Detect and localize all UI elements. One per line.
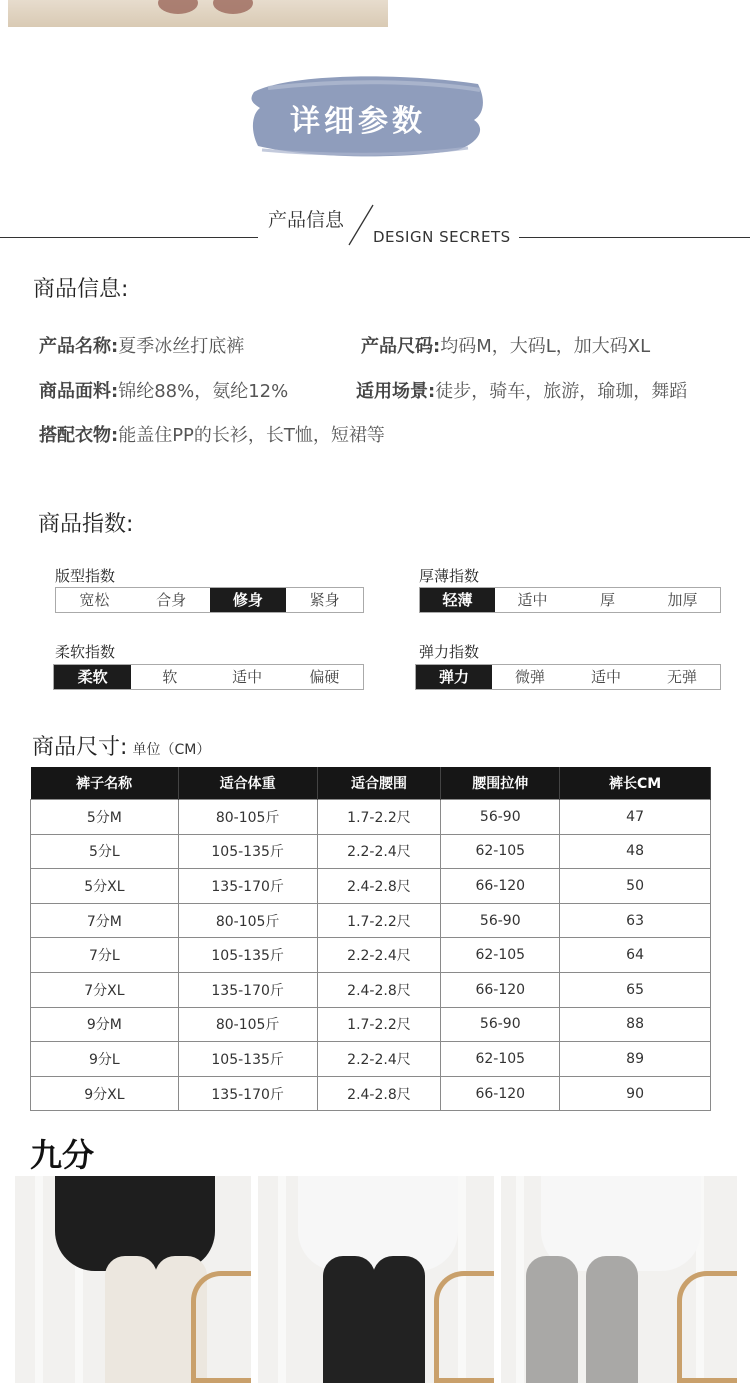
fit-option-selected: 修身 [210, 588, 287, 612]
table-cell: 2.2-2.4尺 [317, 938, 441, 973]
jiufen-title: 九分 [30, 1136, 95, 1174]
table-cell: 105-135斤 [178, 1042, 317, 1077]
table-row [31, 1042, 711, 1077]
table-cell: 7分L [31, 938, 179, 973]
table-cell: 105-135斤 [178, 938, 317, 973]
table-cell: 9分L [31, 1042, 179, 1077]
info-product-name [39, 332, 244, 358]
info-value: 徒步，骑车，旅游，瑜珈，舞蹈 [435, 381, 688, 402]
info-label: 产品名称: [39, 336, 119, 357]
thickness-option: 适中 [517, 591, 548, 609]
table-cell: 9分M [31, 1007, 179, 1042]
table-header-cell: 适合体重 [178, 767, 317, 800]
leg-image [373, 1256, 425, 1383]
table-row [31, 800, 711, 835]
shoe-image [158, 0, 198, 14]
table-cell: 56-90 [441, 800, 560, 835]
table-cell: 56-90 [441, 903, 560, 938]
fit-option: 宽松 [79, 591, 110, 609]
table-cell: 66-120 [441, 972, 560, 1007]
goods-info-title: 商品信息: [33, 277, 129, 302]
table-cell: 2.2-2.4尺 [317, 834, 441, 869]
thickness-option: 厚 [599, 591, 615, 609]
product-photo-white [15, 1176, 251, 1383]
fit-option: 合身 [156, 591, 187, 609]
shirt-image [298, 1176, 458, 1271]
table-cell: 7分M [31, 903, 179, 938]
softness-option: 适中 [232, 668, 263, 686]
chair-image [434, 1271, 494, 1383]
fit-index-label: 版型指数 [55, 567, 116, 585]
table-cell: 80-105斤 [178, 903, 317, 938]
size-title: 商品尺寸: [32, 735, 128, 760]
leg-image [323, 1256, 375, 1383]
elasticity-option: 微弹 [514, 668, 545, 686]
table-cell: 1.7-2.2尺 [317, 903, 441, 938]
fit-option: 紧身 [309, 591, 340, 609]
chair-image [677, 1271, 737, 1383]
softness-option: 软 [162, 668, 178, 686]
table-cell: 1.7-2.2尺 [317, 1007, 441, 1042]
table-cell: 5分XL [31, 869, 179, 904]
table-cell: 66-120 [441, 1076, 560, 1111]
info-value: 锦纶88%，氨纶12% [118, 381, 289, 402]
table-cell: 56-90 [441, 1007, 560, 1042]
table-cell: 90 [560, 1076, 711, 1111]
table-cell: 80-105斤 [178, 800, 317, 835]
info-product-size [361, 332, 650, 358]
table-cell: 5分L [31, 834, 179, 869]
table-header-row [31, 767, 711, 800]
table-cell: 2.2-2.4尺 [317, 1042, 441, 1077]
table-cell: 62-105 [441, 1042, 560, 1077]
table-header-cell: 裤长CM [560, 767, 711, 800]
table-cell: 7分XL [31, 972, 179, 1007]
table-cell: 2.4-2.8尺 [317, 869, 441, 904]
table-row [31, 869, 711, 904]
leg-image [526, 1256, 578, 1383]
softness-index-label: 柔软指数 [55, 643, 116, 661]
top-product-photo [8, 0, 388, 27]
info-value: 均码M，大码L，加大码XL [440, 336, 651, 357]
product-info-subheading: DESIGN SECRETS [373, 228, 511, 246]
info-value: 夏季冰丝打底裤 [118, 336, 245, 357]
table-cell: 50 [560, 869, 711, 904]
info-fabric [39, 377, 288, 403]
table-header-cell: 腰围拉伸 [441, 767, 560, 800]
divider-line-right [519, 237, 750, 238]
info-scenes [356, 377, 687, 403]
softness-option: 偏硬 [309, 668, 340, 686]
elasticity-index-bar [415, 664, 721, 690]
table-cell: 66-120 [441, 869, 560, 904]
table-cell: 2.4-2.8尺 [317, 972, 441, 1007]
table-cell: 88 [560, 1007, 711, 1042]
softness-option-selected: 柔软 [54, 665, 131, 689]
product-photo-grey [501, 1176, 737, 1383]
elasticity-option: 适中 [590, 668, 621, 686]
table-cell: 62-105 [441, 938, 560, 973]
table-cell: 1.7-2.2尺 [317, 800, 441, 835]
shoe-image [213, 0, 253, 14]
table-cell: 135-170斤 [178, 1076, 317, 1111]
table-cell: 135-170斤 [178, 869, 317, 904]
size-heading [32, 730, 210, 761]
elasticity-index-label: 弹力指数 [419, 643, 480, 661]
softness-index-bar [53, 664, 364, 690]
table-header-cell: 裤子名称 [31, 767, 179, 800]
table-cell: 65 [560, 972, 711, 1007]
table-cell: 9分XL [31, 1076, 179, 1111]
table-cell: 105-135斤 [178, 834, 317, 869]
table-row [31, 903, 711, 938]
info-value: 能盖住PP的长衫，长T恤，短裙等 [118, 425, 385, 446]
table-row [31, 972, 711, 1007]
leg-image [105, 1256, 157, 1383]
table-cell: 47 [560, 800, 711, 835]
info-label: 产品尺码: [361, 336, 441, 357]
elasticity-option-selected: 弹力 [416, 665, 492, 689]
slash-divider-icon [346, 204, 376, 246]
detail-params-banner [248, 70, 488, 160]
table-cell: 89 [560, 1042, 711, 1077]
table-row [31, 938, 711, 973]
table-cell: 62-105 [441, 834, 560, 869]
table-cell: 48 [560, 834, 711, 869]
banner-title: 详细参数 [290, 104, 426, 139]
info-label: 搭配衣物: [39, 425, 119, 446]
leg-image [586, 1256, 638, 1383]
size-table-body [31, 800, 711, 1111]
divider-line-left [0, 237, 258, 238]
table-cell: 135-170斤 [178, 972, 317, 1007]
chair-image [191, 1271, 251, 1383]
table-cell: 5分M [31, 800, 179, 835]
info-label: 适用场景: [356, 381, 436, 402]
thickness-index-bar [419, 587, 721, 613]
table-cell: 63 [560, 903, 711, 938]
table-cell: 64 [560, 938, 711, 973]
size-unit: 单位（CM） [132, 742, 211, 758]
table-row [31, 1007, 711, 1042]
table-cell: 2.4-2.8尺 [317, 1076, 441, 1111]
elasticity-option: 无弹 [666, 668, 697, 686]
thickness-index-label: 厚薄指数 [419, 567, 480, 585]
size-table [30, 767, 711, 1111]
table-cell: 80-105斤 [178, 1007, 317, 1042]
product-photo-black [258, 1176, 494, 1383]
info-matching [39, 421, 385, 447]
thickness-option-selected: 轻薄 [420, 588, 495, 612]
fit-index-bar [55, 587, 364, 613]
product-info-heading: 产品信息 [268, 209, 345, 231]
table-row [31, 1076, 711, 1111]
goods-index-title: 商品指数: [38, 512, 134, 537]
info-label: 商品面料: [39, 381, 119, 402]
thickness-option: 加厚 [667, 591, 698, 609]
table-header-cell: 适合腰围 [317, 767, 441, 800]
table-row [31, 834, 711, 869]
